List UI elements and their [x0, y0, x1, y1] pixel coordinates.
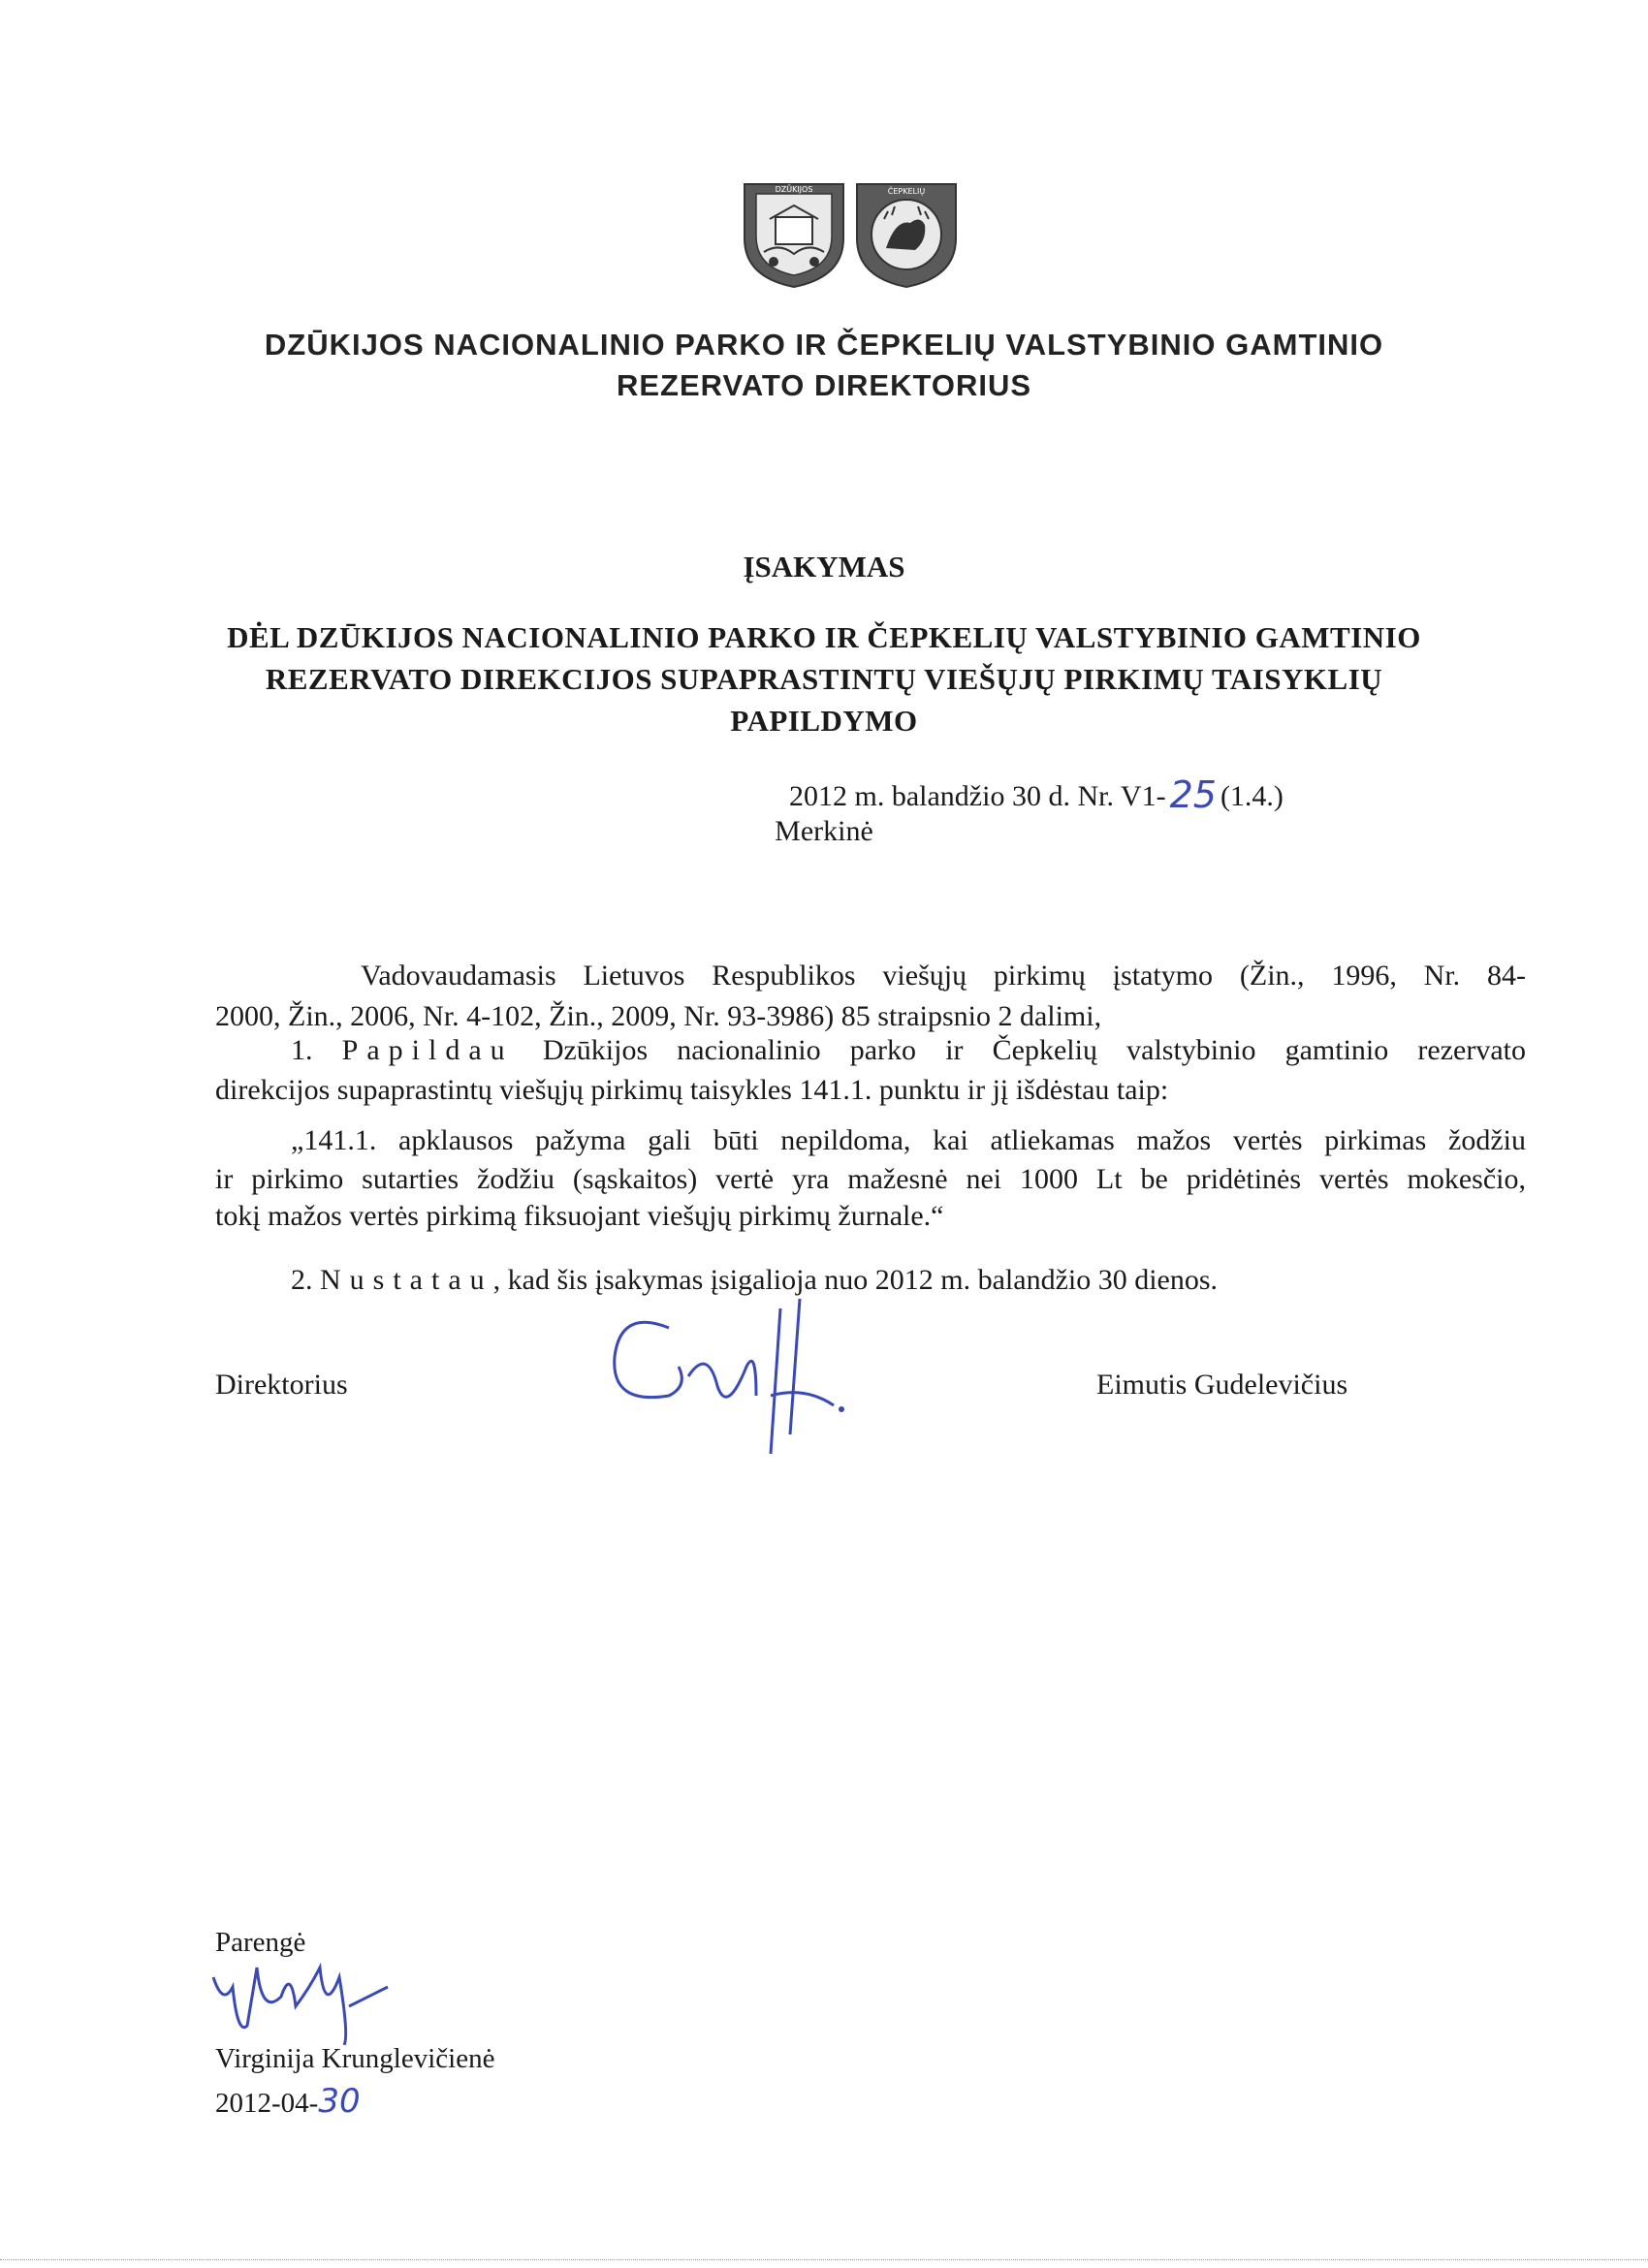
dzukijos-emblem [745, 184, 843, 287]
intro-paragraph-line: Vadovaudamasis Lietuvos Respublikos viešųjų pirkimų įstatymo (Žin., 1996, Nr. 84- [361, 960, 1526, 992]
item-text: , kad šis įsakymas įsigalioja nuo 2012 m. balandžio 30 dienos. [492, 1264, 1219, 1296]
prepared-date [215, 2082, 361, 2121]
item-number: 2. [291, 1264, 313, 1296]
cepkeliu-emblem [857, 184, 956, 287]
signatory-title: Direktorius [215, 1369, 348, 1401]
item-text: Dzūkijos nacionalinio parko ir Čepkelių valstybinio gamtinio rezervato [542, 1034, 1526, 1066]
document-title-line: REZERVATO DIREKCIJOS SUPAPRASTINTŲ VIEŠŲJŲ PIRKIMŲ TAISYKLIŲ [265, 662, 1383, 696]
institution-header-line2: REZERVATO DIREKTORIUS [616, 368, 1032, 402]
quoted-clause-line: ir pirkimo sutarties žodžiu (sąskaitos) vertė yra mažesnė nei 1000 Lt be pridėtinės vertės mokesčio, [215, 1163, 1526, 1195]
svg-text:DZŪKIJOS: DZŪKIJOS [775, 185, 813, 194]
item-verb: Nustatau [320, 1264, 493, 1296]
date-prefix: 2012 m. balandžio 30 d. Nr. V1- [789, 780, 1166, 812]
quoted-clause-line: „141.1. apklausos pažyma gali būti nepildoma, kai atliekamas mažos vertės pirkimas žodžiu [291, 1124, 1526, 1156]
intro-paragraph-line: 2000, Žin., 2006, Nr. 4-102, Žin., 2009, Nr. 93-3986) 85 straipsnio 2 dalimi, [215, 1000, 1102, 1032]
director-signature [611, 1289, 863, 1473]
document-title-line: PAPILDYMO [730, 704, 918, 738]
emblems-logo [741, 180, 960, 289]
date-suffix: (1.4.) [1220, 780, 1284, 812]
item-1-line2: direkcijos supaprastintų viešųjų pirkimų taisykles 141.1. punktu ir jį išdėstau taip: [215, 1074, 1169, 1106]
handwritten-order-number: 25 [1169, 773, 1217, 816]
signatory-name: Eimutis Gudelevičius [1096, 1369, 1348, 1401]
prepared-by-label: Parengė [215, 1927, 306, 1958]
svg-text:ČEPKELIŲ: ČEPKELIŲ [887, 187, 926, 196]
place-of-issue: Merkinė [775, 815, 873, 847]
item-number: 1. [291, 1034, 313, 1066]
document-type: ĮSAKYMAS [743, 550, 905, 583]
institution-header-line1: DZŪKIJOS NACIONALINIO PARKO IR ČEPKELIŲ VALSTYBINIO GAMTINIO [264, 328, 1384, 362]
document-title-line: DĖL DZŪKIJOS NACIONALINIO PARKO IR ČEPKELIŲ VALSTYBINIO GAMTINIO [227, 620, 1421, 654]
handwritten-day: 30 [318, 2082, 361, 2121]
item-1-line [291, 1036, 1526, 1065]
date-and-number [789, 773, 1284, 816]
item-verb: Papildau [341, 1034, 514, 1066]
quoted-clause-line: tokį mažos vertės pirkimą fiksuojant viešųjų pirkimų žurnale.“ [215, 1200, 944, 1232]
preparer-signature [204, 1948, 397, 2045]
page-bottom-rule [0, 2259, 1648, 2260]
prepared-date-prefix: 2012-04- [215, 2088, 319, 2119]
preparer-name: Virginija Krunglevičienė [215, 2043, 495, 2074]
